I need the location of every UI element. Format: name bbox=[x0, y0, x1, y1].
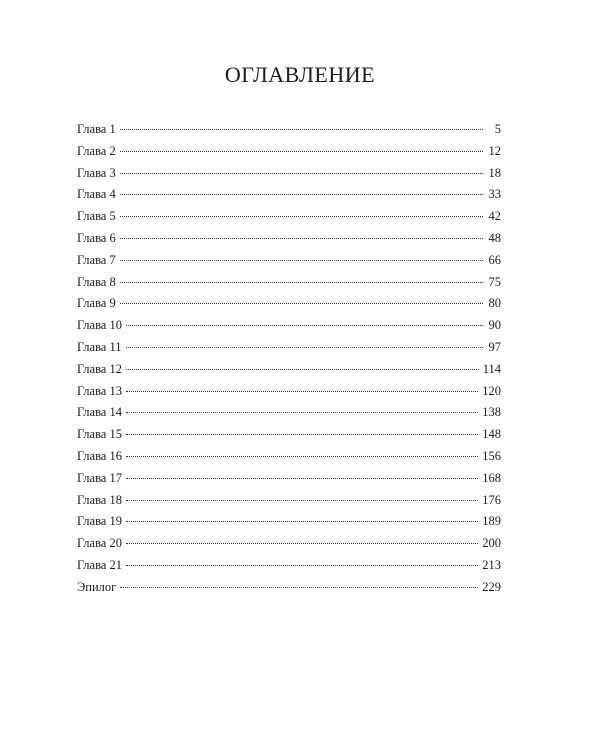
toc-entry-label: Глава 19 bbox=[77, 514, 122, 529]
toc-entry-label: Глава 11 bbox=[77, 339, 122, 354]
toc-dot-leader bbox=[126, 452, 478, 457]
toc-entry-label: Глава 1 bbox=[77, 122, 116, 136]
toc-entry-page-number: 213 bbox=[482, 557, 501, 572]
toc-entry-page-number: 97 bbox=[488, 339, 501, 354]
toc-entry-9[interactable] bbox=[77, 296, 501, 318]
toc-dot-leader bbox=[126, 430, 478, 435]
toc-entry-1[interactable] bbox=[77, 122, 501, 144]
toc-entry-label: Глава 6 bbox=[77, 230, 116, 245]
toc-entry-label: Глава 13 bbox=[77, 383, 122, 398]
toc-dot-leader bbox=[120, 169, 483, 174]
toc-entry-label: Глава 7 bbox=[77, 252, 116, 267]
toc-entry-page-number: 12 bbox=[488, 143, 501, 158]
toc-entry-5[interactable] bbox=[77, 209, 501, 231]
toc-entry-11[interactable] bbox=[77, 340, 501, 362]
toc-entry-label: Эпилог bbox=[77, 579, 117, 594]
toc-entry-14[interactable] bbox=[77, 405, 501, 427]
toc-entry-18[interactable] bbox=[77, 493, 501, 515]
toc-entry-label: Глава 9 bbox=[77, 296, 116, 311]
toc-entry-page-number: 33 bbox=[488, 187, 501, 202]
toc-entry-page-number: 138 bbox=[482, 405, 501, 420]
toc-dot-leader bbox=[120, 583, 478, 588]
toc-entry-label: Глава 21 bbox=[77, 557, 122, 572]
toc-entry-3[interactable] bbox=[77, 166, 501, 188]
toc-entry-page-number: 120 bbox=[482, 383, 501, 398]
toc-entry-label: Глава 10 bbox=[77, 318, 122, 333]
toc-entry-label: Глава 16 bbox=[77, 448, 122, 463]
toc-entry-7[interactable] bbox=[77, 253, 501, 275]
toc-dot-leader bbox=[126, 408, 478, 413]
toc-entry-label: Глава 8 bbox=[77, 274, 116, 289]
toc-entry-page-number: 5 bbox=[494, 122, 501, 136]
toc-entry-17[interactable] bbox=[77, 471, 501, 493]
toc-dot-leader bbox=[120, 147, 483, 152]
toc-dot-leader bbox=[126, 561, 478, 566]
toc-entry-6[interactable] bbox=[77, 231, 501, 253]
toc-dot-leader bbox=[126, 474, 478, 479]
toc-entry-page-number: 229 bbox=[482, 579, 501, 594]
toc-dot-leader bbox=[126, 539, 478, 544]
toc-entry-page-number: 48 bbox=[488, 230, 501, 245]
toc-entry-4[interactable] bbox=[77, 187, 501, 209]
toc-entry-20[interactable] bbox=[77, 536, 501, 558]
toc-entry-8[interactable] bbox=[77, 275, 501, 297]
toc-dot-leader bbox=[126, 387, 478, 392]
toc-entry-page-number: 176 bbox=[482, 492, 501, 507]
toc-entry-15[interactable] bbox=[77, 427, 501, 449]
toc-entry-page-number: 75 bbox=[488, 274, 501, 289]
page-title: ОГЛАВЛЕНИЕ bbox=[224, 62, 376, 87]
toc-entry-22[interactable] bbox=[77, 580, 501, 602]
toc-dot-leader bbox=[126, 517, 478, 522]
toc-dot-leader bbox=[120, 212, 483, 217]
toc-entry-page-number: 148 bbox=[482, 427, 501, 442]
toc-entry-19[interactable] bbox=[77, 514, 501, 536]
toc-entry-page-number: 18 bbox=[488, 165, 501, 180]
toc-dot-leader bbox=[126, 365, 479, 370]
toc-dot-leader bbox=[120, 190, 483, 195]
toc-dot-leader bbox=[120, 299, 483, 304]
toc-entry-page-number: 200 bbox=[482, 536, 501, 551]
toc-entry-2[interactable] bbox=[77, 144, 501, 166]
toc-entry-label: Глава 14 bbox=[77, 405, 122, 420]
toc-entry-label: Глава 15 bbox=[77, 427, 122, 442]
toc-entry-label: Глава 2 bbox=[77, 143, 116, 158]
toc-entry-13[interactable] bbox=[77, 384, 501, 406]
toc-dot-leader bbox=[120, 234, 483, 239]
toc-dot-leader bbox=[120, 278, 483, 283]
toc-entry-16[interactable] bbox=[77, 449, 501, 471]
toc-entry-label: Глава 4 bbox=[77, 187, 116, 202]
toc-entry-page-number: 66 bbox=[488, 252, 501, 267]
toc-entry-label: Глава 5 bbox=[77, 209, 116, 224]
toc-dot-leader bbox=[120, 256, 483, 261]
table-of-contents bbox=[77, 122, 501, 602]
toc-entry-10[interactable] bbox=[77, 318, 501, 340]
toc-entry-label: Глава 17 bbox=[77, 470, 122, 485]
toc-entry-page-number: 42 bbox=[488, 209, 501, 224]
toc-entry-page-number: 189 bbox=[482, 514, 501, 529]
toc-entry-label: Глава 12 bbox=[77, 361, 122, 376]
toc-entry-label: Глава 18 bbox=[77, 492, 122, 507]
toc-entry-12[interactable] bbox=[77, 362, 501, 384]
toc-entry-page-number: 80 bbox=[488, 296, 501, 311]
toc-entry-21[interactable] bbox=[77, 558, 501, 580]
toc-dot-leader bbox=[126, 496, 478, 501]
toc-dot-leader bbox=[126, 321, 483, 326]
toc-entry-page-number: 168 bbox=[482, 470, 501, 485]
toc-entry-label: Глава 20 bbox=[77, 536, 122, 551]
toc-dot-leader bbox=[126, 343, 483, 348]
toc-entry-label: Глава 3 bbox=[77, 165, 116, 180]
toc-entry-page-number: 156 bbox=[482, 448, 501, 463]
toc-entry-page-number: 90 bbox=[488, 318, 501, 333]
toc-entry-page-number: 114 bbox=[482, 361, 501, 376]
toc-dot-leader bbox=[120, 125, 483, 130]
